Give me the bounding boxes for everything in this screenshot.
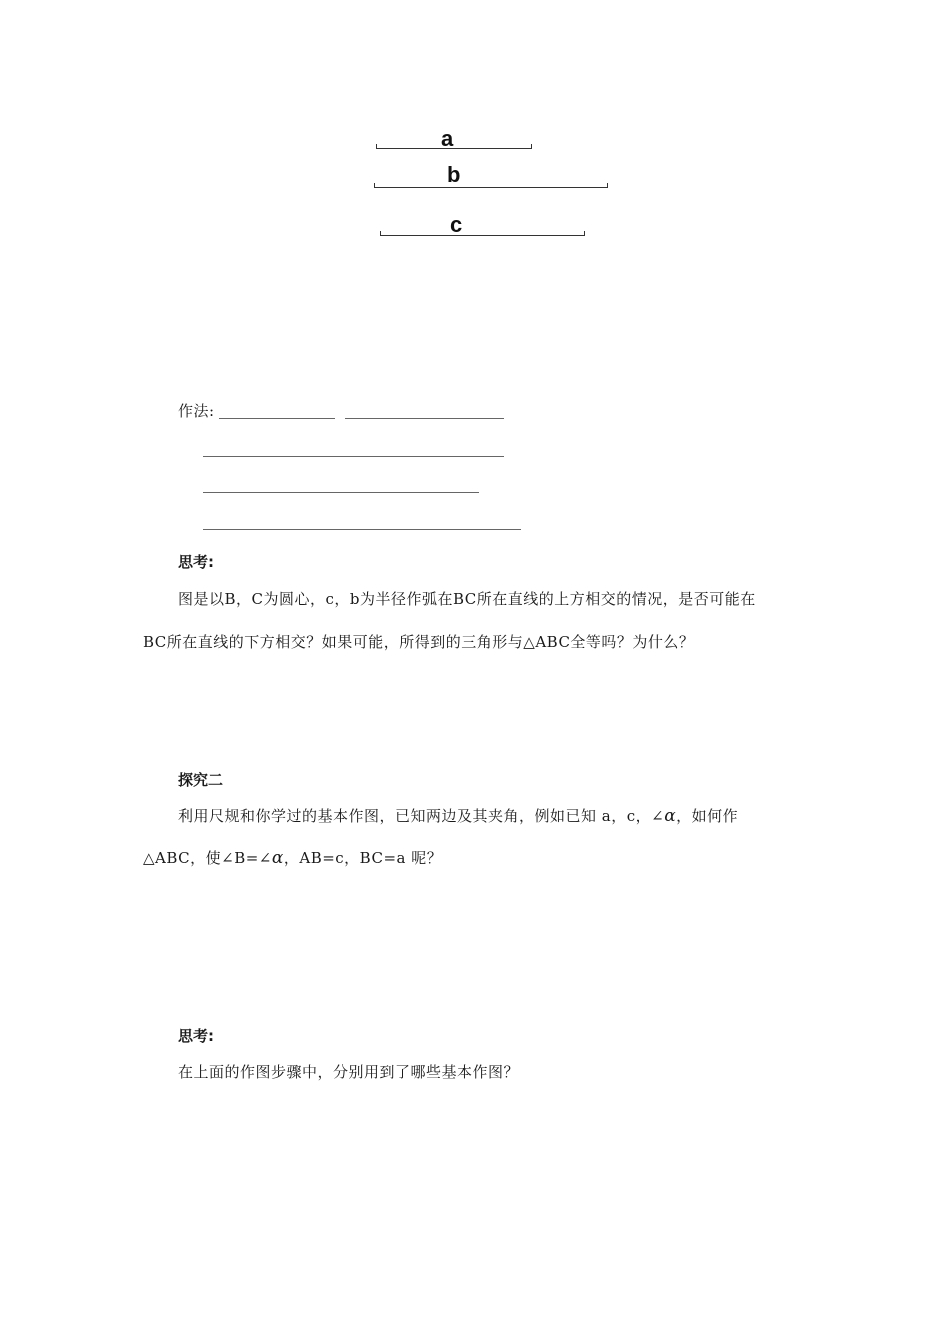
segment-c-label: c [450,212,463,237]
method-blank-1b[interactable] [345,418,504,419]
method-blank-4[interactable] [203,529,521,530]
segment-a-line [376,148,531,149]
think1-heading: 思考: [178,553,214,571]
alpha-symbol: α [271,848,284,868]
method-blank-2[interactable] [203,456,504,457]
segment-c-line [380,235,584,236]
think1-line2: BC所在直线的下方相交？如果可能，所得到的三角形与△ABC全等吗？为什么？ [143,633,695,651]
segment-c-right-tick [584,231,585,236]
explore2-line2 [143,848,442,868]
explore2-line1-text-b: ，如何作 [676,807,739,825]
think2-heading: 思考: [178,1027,214,1045]
explore2-line2-text-a: △ABC，使∠B=∠ [143,849,272,867]
method-label: 作法: [178,402,215,420]
explore2-line1-text-a: 利用尺规和你学过的基本作图，已知两边及其夹角，例如已知 a，c，∠ [178,807,665,825]
explore2-heading: 探究二 [178,771,224,789]
segment-a-label: a [441,126,454,151]
segment-c-left-tick [380,231,381,236]
method-blank-3[interactable] [203,492,479,493]
think2-line1: 在上面的作图步骤中，分别用到了哪些基本作图？ [178,1063,520,1081]
explore2-line2-text-b: ，AB=c，BC=a 呢？ [283,849,443,867]
segment-b-line [374,187,607,188]
segment-b-label: b [447,162,461,187]
think1-line1: 图是以B，C为圆心，c，b为半径作弧在BC所在直线的上方相交的情况，是否可能在 [178,590,756,608]
segment-a-left-tick [376,144,377,149]
method-blank-1a[interactable] [219,418,335,419]
alpha-symbol: α [664,806,677,826]
segment-b-right-tick [607,183,608,188]
segment-b-left-tick [374,183,375,188]
explore2-line1 [178,806,738,826]
segment-a-right-tick [531,144,532,149]
